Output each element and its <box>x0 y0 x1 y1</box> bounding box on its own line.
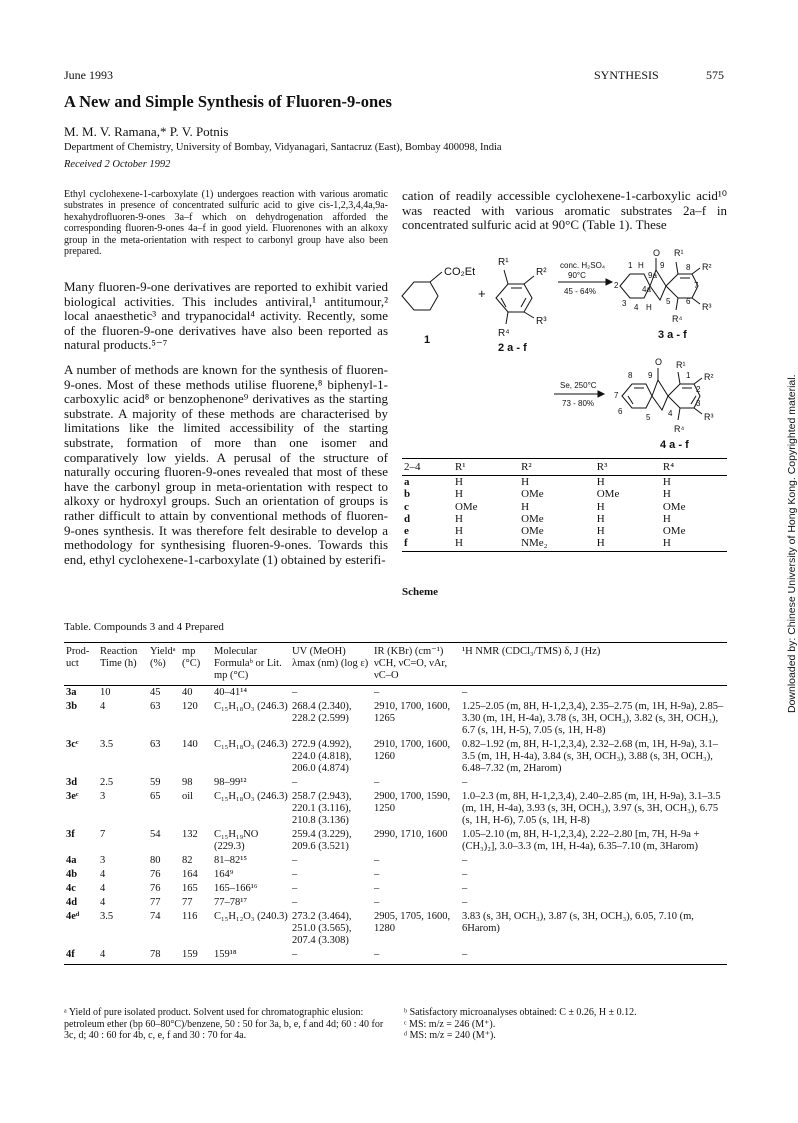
compound-1-structure <box>402 266 475 346</box>
table-cell: 80 <box>150 855 161 866</box>
table-cell: 45 <box>150 687 161 698</box>
table-cell: – <box>372 948 460 965</box>
svg-text:R²: R² <box>704 372 714 382</box>
table-cell: 3.5 <box>100 739 114 750</box>
table-cell: OMe <box>596 488 620 501</box>
table-row <box>64 910 727 948</box>
svg-text:R¹: R¹ <box>674 248 684 258</box>
table-cell: 65 <box>150 791 161 802</box>
table-cell: 3.83 (s, 3H, OCH₃), 3.87 (s, 3H, OCH₃), 6.05, 7.10 (m, 6Harom) <box>462 911 694 934</box>
svg-text:conc. H₂SO₄: conc. H₂SO₄ <box>560 261 606 270</box>
table-cell: 116 <box>182 911 198 922</box>
table-cell: H <box>454 512 463 525</box>
table-cell: H <box>595 537 661 552</box>
table-cell: 4 <box>100 883 106 894</box>
table-cell: – <box>374 855 380 866</box>
received-date: Received 2 October 1992 <box>64 159 171 170</box>
table-cell: – <box>374 869 380 880</box>
table-cell: 76 <box>150 883 161 894</box>
table-cell: C₁₅H₁₈O₃ (246.3) <box>214 791 288 802</box>
svg-text:4: 4 <box>634 303 639 312</box>
table-row <box>64 686 727 701</box>
table-cell: 78 <box>148 948 180 965</box>
table-cell: 98–99¹² <box>214 777 247 788</box>
svg-text:8: 8 <box>686 263 691 272</box>
table-cell: 2.5 <box>100 777 114 788</box>
compounds-table <box>64 642 727 965</box>
col-header: IR (KBr) (cm⁻¹) νCH, νC=O, νAr, νC–O <box>372 643 460 686</box>
table-row <box>402 525 727 537</box>
compound-3-structure <box>614 248 712 341</box>
table-cell: 4f <box>64 948 98 965</box>
table-cell: 2910, 1700, 1600, 1265 <box>374 701 451 724</box>
table-cell: 74 <box>150 911 161 922</box>
reaction-arrow-2 <box>554 381 604 408</box>
table-row <box>402 513 727 525</box>
svg-text:R⁴: R⁴ <box>674 424 685 434</box>
svg-text:2: 2 <box>696 385 701 394</box>
body-paragraph-1 <box>64 280 388 353</box>
header-page-number: 575 <box>706 68 724 82</box>
svg-text:R²: R² <box>536 267 547 278</box>
table-cell: – <box>462 777 468 788</box>
col-header: UV (MeOH) λmax (nm) (log ε) <box>290 643 372 686</box>
table-cell: b <box>404 488 411 501</box>
svg-text:4: 4 <box>668 409 673 418</box>
table-cell: 120 <box>182 701 198 712</box>
table-row <box>402 476 727 489</box>
header-journal: SYNTHESIS <box>594 68 659 82</box>
download-notice-text: Downloaded by: Chinese University of Hong Kong. Copyrighted material. <box>786 374 798 713</box>
download-notice <box>768 374 798 715</box>
footnote-a: ᵃ Yield of pure isolated product. Solvent used for chromatographic elusion: petroleum ether (bp 60–80°C)/benzene, 50 : 50 for 3a, b, e, f and 4d; 60 : 40 for 3c, d; 40 : 60 for 4b, c, e, f and 30 : 70 for 4a. <box>64 1007 384 1041</box>
table-cell: C₁₅H₁₈O₃ (246.3) <box>214 739 288 750</box>
table-cell: OMe <box>454 500 478 513</box>
table-cell: 1.0–2.3 (m, 8H, H-1,2,3,4), 2.40–2.85 (m, 1H, H-9a), 3.1–3.5 (m, 1H, H-4a), 3.93 (s, 3H, OCH₃), 3.97 (s, 3H, OCH₃), 6.75 (s, 1H, H-6), 7.05 (s, 1H, H-8) <box>462 791 721 826</box>
table-cell: e <box>404 525 409 538</box>
table-cell: H <box>454 476 463 489</box>
table-cell: 4eᵈ <box>66 911 80 922</box>
svg-text:7: 7 <box>614 391 619 400</box>
body-paragraph-2 <box>64 363 388 567</box>
table-cell: – <box>462 897 468 908</box>
table-cell: 259.4 (3.229), 209.6 (3.521) <box>292 829 352 852</box>
table-cell: 140 <box>182 739 198 750</box>
table-cell: 164 <box>182 869 198 880</box>
table-cell: OMe <box>521 512 544 525</box>
table-cell: H <box>521 500 530 513</box>
table-row <box>64 790 727 828</box>
table-cell: 4 <box>100 701 106 712</box>
svg-text:H: H <box>646 303 652 312</box>
authors: M. M. V. Ramana,* P. V. Potnis <box>64 124 229 139</box>
table-row <box>64 868 727 882</box>
table-row <box>64 896 727 910</box>
affiliation: Department of Chemistry, University of Bombay, Vidyanagari, Santacruz (East), Bombay 400098, India <box>64 142 502 153</box>
footnote-d: ᵈ MS: m/z = 240 (M⁺). <box>404 1030 496 1041</box>
svg-text:3: 3 <box>622 299 627 308</box>
table-cell: 165–166¹⁶ <box>214 883 258 894</box>
svg-text:Se, 250°C: Se, 250°C <box>560 381 597 390</box>
paragraph-text: Many fluoren-9-one derivatives are reported to exhibit varied biological activities. This includes antiviral,¹ antitumour,² local anaesthetic³ and trypanocidal⁴ activity. Recently, some of the fluoren-9-one derivatives have also been reported as natural products.⁵⁻⁷ <box>64 279 388 353</box>
svg-text:R³: R³ <box>536 316 547 327</box>
table-cell: 2990, 1710, 1600 <box>374 829 448 840</box>
table-cell: 77 <box>182 897 193 908</box>
table-cell: – <box>292 883 298 894</box>
svg-text:9: 9 <box>660 261 665 270</box>
table-cell: 77 <box>150 897 161 908</box>
ester-label: CO₂Et <box>444 266 476 278</box>
table-cell: 1.05–2.10 (m, 8H, H-1,2,3,4), 2.22–2.80 [m, 7H, H-9a + (CH₃)₂], 3.0–3.3 (m, 1H, H-4a), 6.35–7.10 (m, 3Harom) <box>462 829 700 852</box>
svg-text:1: 1 <box>628 261 633 270</box>
svg-text:R³: R³ <box>702 302 712 312</box>
table-cell: 268.4 (2.340), 228.2 (2.599) <box>292 701 352 724</box>
svg-text:4a: 4a <box>642 285 651 294</box>
table-cell: 63 <box>150 701 161 712</box>
table-row <box>64 738 727 776</box>
svg-text:1: 1 <box>686 371 691 380</box>
compound-3-label: 3 a - f <box>658 329 687 341</box>
svg-text:H: H <box>638 261 644 270</box>
table-row <box>64 948 727 965</box>
table-cell: 81–82¹⁵ <box>214 855 248 866</box>
table-cell: 98 <box>182 777 193 788</box>
col-header: 2–4 <box>402 459 453 476</box>
svg-text:5: 5 <box>646 413 651 422</box>
table-cell: – <box>292 897 298 908</box>
svg-text:8: 8 <box>628 371 633 380</box>
svg-text:R²: R² <box>702 262 712 272</box>
table-cell: 159 <box>180 948 212 965</box>
table-cell: 4a <box>66 855 77 866</box>
table-cell: – <box>374 897 380 908</box>
table-cell: 76 <box>150 869 161 880</box>
svg-text:R⁴: R⁴ <box>498 328 510 339</box>
table-cell: – <box>462 869 468 880</box>
compound-2-structure <box>496 257 547 354</box>
table-cell: 272.9 (4.992), 224.0 (4.818), 206.0 (4.874) <box>292 739 352 774</box>
col-header: R³ <box>595 459 661 476</box>
table-cell: OMe <box>521 525 544 538</box>
table-cell: 164⁹ <box>214 869 234 880</box>
table-row <box>64 828 727 854</box>
table-cell: 159¹⁸ <box>212 948 290 965</box>
compound-4-structure <box>614 357 714 451</box>
compound-1-label: 1 <box>424 334 431 346</box>
table-cell: – <box>462 855 468 866</box>
svg-text:R¹: R¹ <box>676 360 686 370</box>
table-cell: – <box>462 687 468 698</box>
table-cell: C₁₅H₁₈O₃ (246.3) <box>214 701 288 712</box>
paragraph-text: A number of methods are known for the synthesis of fluoren-9-ones. Most of these methods utilise fluorene,⁸ biphenyl-1-carboxylic acid⁸ or benzophenone⁹ derivatives as the starting substrate. A majority of these methods are characterised by limitations like the limited accessibility of the starting substrate, formation of more than one isomer and comparatively low yields. A perusal of the structure of naturally occuring fluoren-9-ones revealed that most of these have the carbonyl group in meta-orientation with respect to alkoxy or hydroxyl groups. Such an orientation of groups is rather difficult to attain by conventional methods of fluoren-9-ones synthesis. It was therefore felt desirable to develop a methodology for synthesising fluoren-9-ones. Towards this end, ethyl cyclohexene-1-carboxylate (1) obtained by esterifi- <box>64 362 388 567</box>
table-row <box>64 882 727 896</box>
table-cell: 3 <box>100 791 106 802</box>
table-cell: 1.25–2.05 (m, 8H, H-1,2,3,4), 2.35–2.75 (m, 1H, H-9a), 2.85–3.30 (m, 1H, H-4a), 3.78 (s, 3H, OCH₃), 3.82 (s, 3H, OCH₃), 6.7 (s, 1H, H-5), 7.05 (s, 1H, H-8) <box>462 701 724 736</box>
table-cell: 0.82–1.92 (m, 8H, H-1,2,3,4), 2.32–2.68 (m, 1H, H-9a), 3.1–3.5 (m, 1H, H-4a), 3.84 (s, 3H, OCH₃), 3.88 (s, 3H, OCH₃), 6.48–7.32 (m, 2Harom) <box>462 739 719 774</box>
table-cell: C₁₅H₁₂O₃ (240.3) <box>214 911 288 922</box>
svg-text:3: 3 <box>696 399 701 408</box>
table-caption: Table. Compounds 3 and 4 Prepared <box>64 621 224 633</box>
substituent-table <box>402 458 727 552</box>
svg-text:R⁴: R⁴ <box>672 314 683 324</box>
col-header: Prod- uct <box>64 643 98 686</box>
svg-text:5: 5 <box>666 297 671 306</box>
table-row <box>64 776 727 790</box>
svg-text:45 - 64%: 45 - 64% <box>564 287 597 296</box>
table-cell: – <box>292 687 298 698</box>
table-cell: – <box>462 883 468 894</box>
table-cell: 3eᶜ <box>66 791 79 802</box>
table-cell: – <box>374 883 380 894</box>
svg-text:7: 7 <box>694 281 699 290</box>
scheme-label: Scheme <box>402 586 439 598</box>
reaction-arrow-1 <box>558 261 612 296</box>
col-header: Molecular Formulaᵇ or Lit. mp (°C) <box>212 643 290 686</box>
table-row <box>402 501 727 513</box>
table-cell: 165 <box>182 883 198 894</box>
table-cell: a <box>404 476 410 489</box>
table-cell: 4c <box>66 883 76 894</box>
header-date: June 1993 <box>64 68 113 82</box>
table-row <box>402 488 727 500</box>
table-cell: d <box>404 512 411 525</box>
table-cell: C₁₅H₁₉NO (229.3) <box>214 829 259 852</box>
table-cell: 82 <box>182 855 193 866</box>
table-cell: – <box>290 948 372 965</box>
table-cell: 273.2 (3.464), 251.0 (3.565), 207.4 (3.308) <box>292 911 352 946</box>
svg-text:6: 6 <box>618 407 623 416</box>
table-cell: c <box>404 500 409 513</box>
table-cell: 7 <box>100 829 106 840</box>
col-header: ¹H NMR (CDCl₃/TMS) δ, J (Hz) <box>460 643 727 686</box>
table-cell: H <box>661 537 727 552</box>
svg-text:73 - 80%: 73 - 80% <box>562 399 595 408</box>
table-cell: H <box>596 525 605 538</box>
footnotes-right <box>404 1007 734 1042</box>
table-cell: 2905, 1705, 1600, 1280 <box>374 911 451 934</box>
compound-2-label: 2 a - f <box>498 342 527 354</box>
table-cell: H <box>454 488 463 501</box>
table-cell: – <box>460 948 727 965</box>
table-cell: H <box>662 488 671 501</box>
body-right-text: cation of readily accessible cyclohexene-1-carboxylic acid¹⁰ was reacted with various aromatic substrates 2a–f in concentrated sulfuric acid at 90°C (Table 1). These <box>402 188 727 233</box>
table-cell: 4 <box>100 869 106 880</box>
table-cell: H <box>453 537 519 552</box>
table-cell: 40–41¹⁴ <box>214 687 248 698</box>
table-cell: 4 <box>98 948 148 965</box>
table-cell: – <box>374 687 380 698</box>
table-cell: 63 <box>150 739 161 750</box>
table-cell: H <box>662 476 671 489</box>
table-cell: OMe <box>662 500 686 513</box>
table-row <box>402 537 727 552</box>
col-header: R² <box>519 459 595 476</box>
table-row <box>64 854 727 868</box>
svg-text:O: O <box>655 357 663 367</box>
table-cell: – <box>292 869 298 880</box>
table-cell: 3 <box>100 855 106 866</box>
footnote-c: ᶜ MS: m/z = 246 (M⁺). <box>404 1018 496 1030</box>
col-header: Yieldᵃ (%) <box>148 643 180 686</box>
svg-text:90°C: 90°C <box>568 271 586 280</box>
table-cell: – <box>292 855 298 866</box>
abstract: Ethyl cyclohexene-1-carboxylate (1) undergoes reaction with various aromatic substrates in presence of concentrated sulfuric acid to give cis-1,2,3,4,4a,9a-hexahydrofluoren-9-ones 3a–f which on dehydrogenation afforded the corresponding fluoren-9-ones 4a–f in good yield. Fluorenones with an alkoxy group in the meta-orientation with respect to carbonyl group have also been prepared. <box>64 189 388 258</box>
svg-text:O: O <box>653 248 661 258</box>
table-cell: 10 <box>100 687 111 698</box>
table-cell: 3.5 <box>100 911 114 922</box>
table-cell: 54 <box>150 829 161 840</box>
table-cell: 3b <box>66 701 78 712</box>
article-title: A New and Simple Synthesis of Fluoren-9-ones <box>64 92 392 111</box>
table-cell: H <box>662 512 671 525</box>
table-cell: 77–78¹⁷ <box>214 897 248 908</box>
col-header: Reaction Time (h) <box>98 643 148 686</box>
plus-sign: + <box>478 286 486 301</box>
table-cell: OMe <box>521 488 544 501</box>
svg-text:6: 6 <box>686 297 691 306</box>
table-cell: OMe <box>662 525 686 538</box>
scheme-svg <box>402 248 727 458</box>
table-cell: H <box>454 525 463 538</box>
table-cell: 258.7 (2.943), 220.1 (3.116), 210.8 (3.136) <box>292 791 352 826</box>
table-cell: H <box>521 476 530 489</box>
table-cell: 40 <box>182 687 193 698</box>
footnote-b: ᵇ Satisfactory microanalyses obtained: C ± 0.26, H ± 0.12. <box>404 1007 637 1018</box>
table-cell: 132 <box>182 829 198 840</box>
table-cell: 4d <box>66 897 78 908</box>
table-cell: 59 <box>150 777 161 788</box>
table-cell: NMe₂ <box>519 537 595 552</box>
table-row <box>64 700 727 738</box>
svg-text:9a: 9a <box>648 271 657 280</box>
svg-text:2: 2 <box>614 281 619 290</box>
col-header: mp (°C) <box>180 643 212 686</box>
svg-text:R¹: R¹ <box>498 257 509 268</box>
table-cell: 2910, 1700, 1600, 1260 <box>374 739 451 762</box>
compound-4-label: 4 a - f <box>660 439 689 451</box>
table-cell: 3f <box>66 829 75 840</box>
col-header: R¹ <box>453 459 519 476</box>
table-cell: H <box>596 476 605 489</box>
table-cell: – <box>374 777 380 788</box>
table-cell: oil <box>182 791 194 802</box>
compounds-table-body <box>64 686 727 965</box>
table-cell: f <box>402 537 453 552</box>
table-cell: 3a <box>66 687 77 698</box>
table-cell: 3cᶜ <box>66 739 79 750</box>
table-cell: H <box>596 500 605 513</box>
table-cell: 2900, 1700, 1590, 1250 <box>374 791 451 814</box>
svg-text:R³: R³ <box>704 412 714 422</box>
table-cell: 3d <box>66 777 78 788</box>
table-cell: 4 <box>100 897 106 908</box>
svg-text:9: 9 <box>648 371 653 380</box>
table-cell: H <box>596 512 605 525</box>
table-cell: 4b <box>66 869 78 880</box>
table-cell: – <box>292 777 298 788</box>
col-header: R⁴ <box>661 459 727 476</box>
